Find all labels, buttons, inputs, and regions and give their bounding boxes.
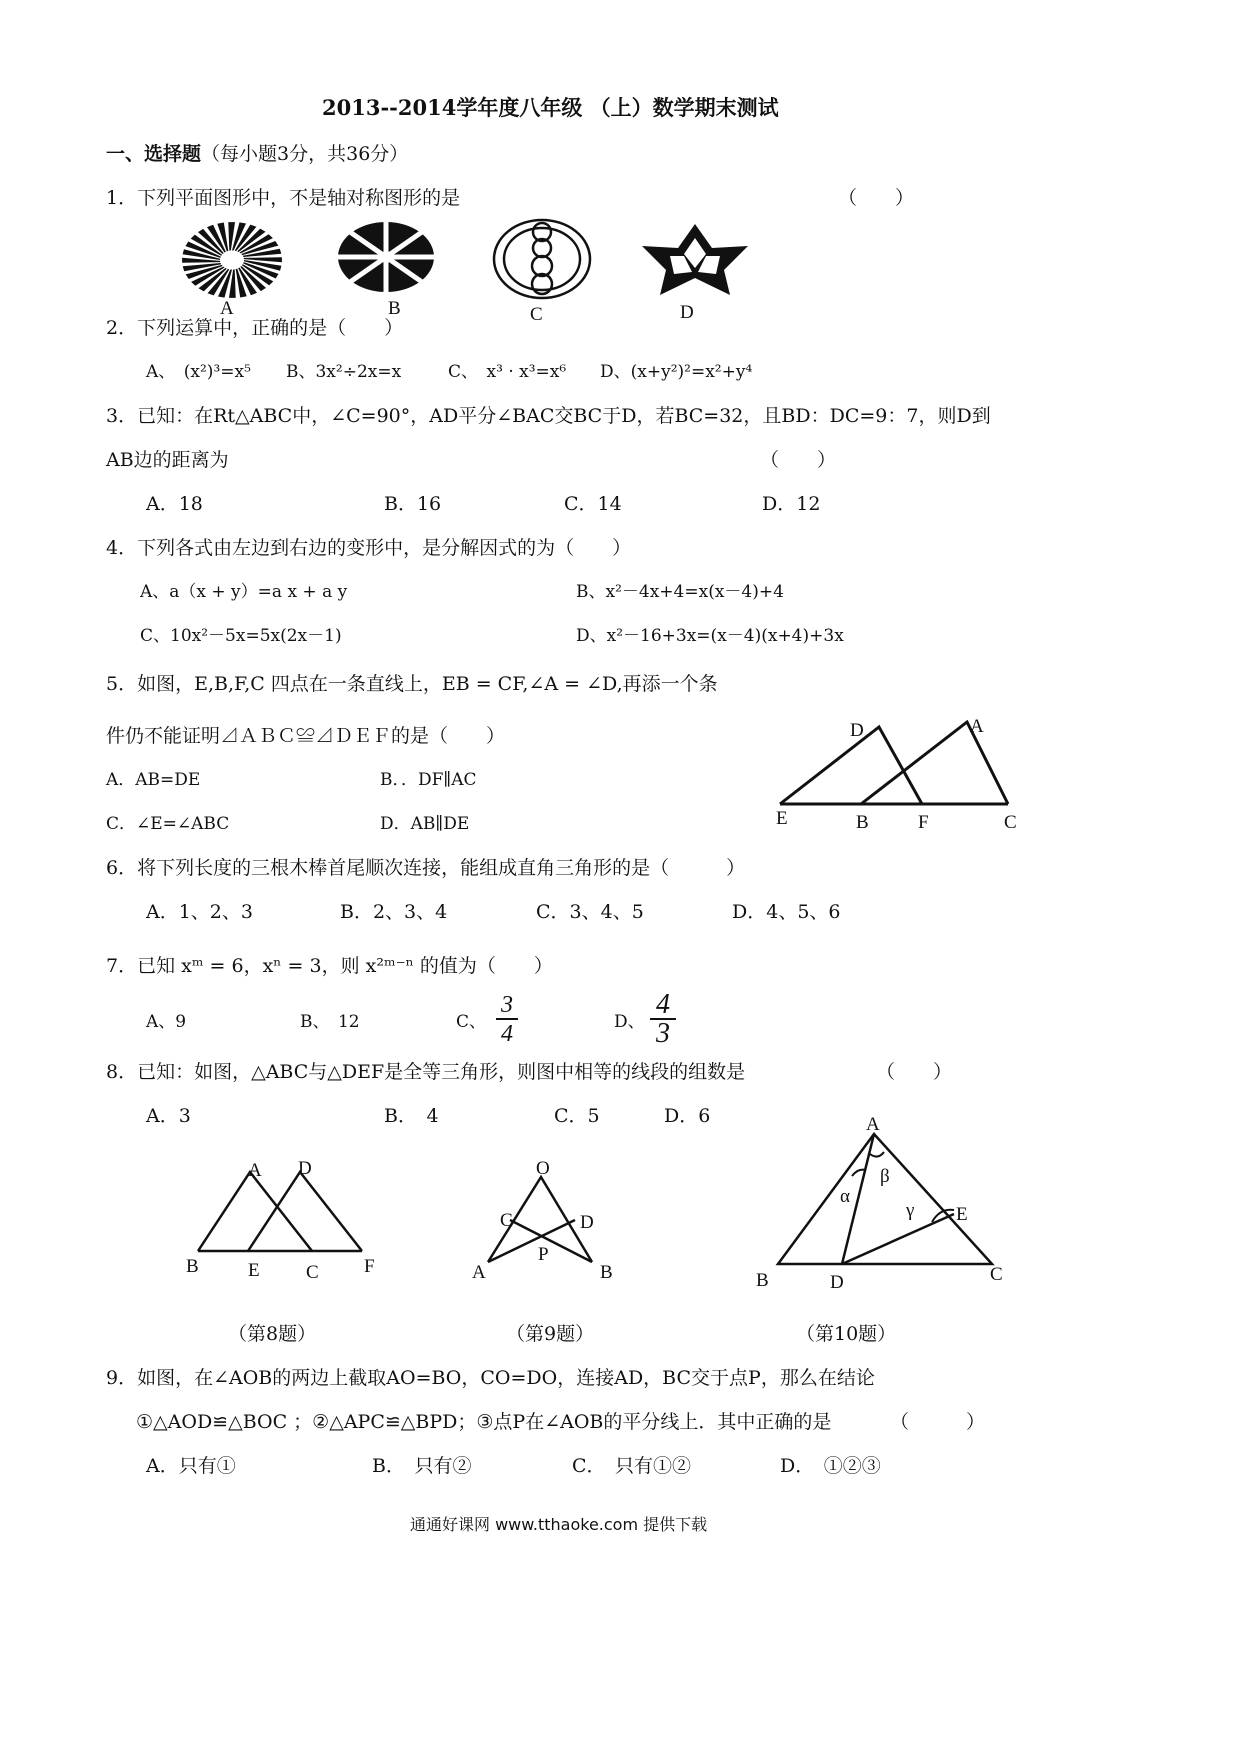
question-8-text: 8．已知：如图，△ABC与△DEF是全等三角形，则图中相等的线段的组数是 xyxy=(106,1061,746,1083)
q10-label-b: B xyxy=(756,1270,769,1291)
starburst-figure-b xyxy=(336,220,436,295)
question-3-option-c: C．14 xyxy=(564,493,622,515)
q10-label-d: D xyxy=(830,1272,844,1293)
question-3-option-b: B．16 xyxy=(384,493,442,515)
figure-10-caption: （第10题） xyxy=(796,1323,897,1345)
question-6-option-b: B．2、3、4 xyxy=(340,901,448,923)
question-5-text-line2: 件仍不能证明⊿ＡＢＣ≌⊿ＤＥＦ的是（ ） xyxy=(106,725,506,747)
question-7-text: 7．已知 xᵐ = 6，xⁿ = 3，则 x²ᵐ⁻ⁿ 的值为（ ） xyxy=(106,955,553,977)
q8-label-c: C xyxy=(306,1262,319,1283)
question-6-option-a: A．1、2、3 xyxy=(146,901,253,923)
question-4-option-c: C、10x²－5x=5x(2x－1) xyxy=(140,626,342,646)
question-8-option-b: B． 4 xyxy=(384,1105,439,1127)
q8-label-b: B xyxy=(186,1256,199,1277)
q10-label-beta: β xyxy=(880,1166,890,1187)
question-1-blank: （ ） xyxy=(838,187,915,209)
question-2-option-c: C、 x³ · x³=x⁶ xyxy=(448,362,567,382)
question-6-text: 6．将下列长度的三根木棒首尾顺次连接，能组成直角三角形的是（ ） xyxy=(106,857,746,879)
question-3-blank: （ ） xyxy=(760,449,837,471)
question-9-option-c: C． 只有①② xyxy=(572,1455,692,1477)
question-9-blank: （ ） xyxy=(890,1411,986,1433)
q5-label-d: D xyxy=(850,720,864,741)
question-9-option-a: A．只有① xyxy=(146,1455,236,1477)
question-5-text: 5．如图，E,B,F,C 四点在一条直线上，EB = CF,∠A = ∠D,再添一个条 xyxy=(106,673,718,695)
question-6-option-d: D．4、5、6 xyxy=(732,901,841,923)
question-7-option-c: C、 xyxy=(456,1012,487,1032)
q8-label-e: E xyxy=(248,1260,260,1281)
question-10-figure xyxy=(770,1124,1000,1274)
fraction-c-numerator: 3 xyxy=(496,992,518,1020)
question-8-option-c: C．5 xyxy=(554,1105,600,1127)
section-heading xyxy=(106,142,408,166)
q10-label-a: A xyxy=(866,1114,880,1135)
question-8-option-a: A．3 xyxy=(146,1105,191,1127)
question-2-option-a: A、 (x²)³=x⁵ xyxy=(146,362,251,382)
question-7-fraction-c xyxy=(496,992,518,1048)
q9-label-d: D xyxy=(580,1212,594,1233)
question-5-option-a: A．AB=DE xyxy=(106,770,201,790)
star-figure-d xyxy=(640,222,750,297)
q9-label-o: O xyxy=(536,1158,550,1179)
q10-label-alpha: α xyxy=(840,1186,850,1207)
figure-label-b: B xyxy=(388,298,401,319)
q9-label-p: P xyxy=(538,1244,549,1265)
q5-label-b: B xyxy=(856,812,869,833)
sunburst-figure-a xyxy=(180,220,285,300)
figure-9-caption: （第9题） xyxy=(506,1323,595,1345)
question-3-text-line2: AB边的距离为 xyxy=(106,449,229,471)
q10-label-gamma: γ xyxy=(906,1200,915,1221)
q9-label-c: C xyxy=(500,1210,513,1231)
q5-label-f: F xyxy=(918,812,929,833)
question-3-option-a: A．18 xyxy=(146,493,203,515)
fraction-c-denominator: 4 xyxy=(501,1021,513,1047)
q5-label-c: C xyxy=(1004,812,1017,833)
question-3-option-d: D．12 xyxy=(762,493,821,515)
page-footer: 通通好课网 www.tthaoke.com 提供下载 xyxy=(410,1515,708,1534)
question-9-text: 9．如图，在∠AOB的两边上截取AO=BO，CO=DO，连接AD，BC交于点P，那么在结论 xyxy=(106,1367,875,1389)
q8-label-a: A xyxy=(248,1160,262,1181)
q9-label-a: A xyxy=(472,1262,486,1283)
question-1-text: 1．下列平面图形中，不是轴对称图形的是 xyxy=(106,187,461,209)
q8-label-d: D xyxy=(298,1158,312,1179)
section-title: 一、选择题 xyxy=(106,143,202,165)
q8-label-f: F xyxy=(364,1256,375,1277)
q9-label-b: B xyxy=(600,1262,613,1283)
question-4-option-a: A、a（x + y）=a x + a y xyxy=(140,582,348,602)
question-3-text: 3．已知：在Rt△ABC中，∠C=90°，AD平分∠BAC交BC于D，若BC=32，且BD：DC=9：7，则D到 xyxy=(106,405,991,427)
question-2-option-b: B、3x²÷2x=x xyxy=(286,362,402,382)
figure-label-a: A xyxy=(220,298,234,319)
fraction-d-numerator: 4 xyxy=(650,992,676,1020)
q10-label-e: E xyxy=(956,1204,968,1225)
question-8-option-d: D．6 xyxy=(664,1105,711,1127)
question-4-text: 4．下列各式由左边到右边的变形中，是分解因式的为（ ） xyxy=(106,537,632,559)
question-5-option-d: D．AB∥DE xyxy=(380,814,470,834)
question-9-option-b: B． 只有② xyxy=(372,1455,472,1477)
question-2-text: 2．下列运算中，正确的是（ ） xyxy=(106,317,404,339)
question-4-option-b: B、x²－4x+4=x(x－4)+4 xyxy=(576,582,784,602)
section-note: （每小题3分，共36分） xyxy=(201,143,409,165)
q10-label-c: C xyxy=(990,1264,1003,1285)
question-7-option-b: B、 12 xyxy=(300,1012,360,1032)
question-7-option-a: A、9 xyxy=(146,1012,187,1032)
figure-label-d: D xyxy=(680,302,694,323)
question-8-blank: （ ） xyxy=(876,1061,953,1083)
question-5-option-b: B．．DF∥AC xyxy=(380,770,477,790)
fraction-d-denominator: 3 xyxy=(656,1018,670,1049)
question-7-option-d: D、 xyxy=(614,1012,645,1032)
question-9-option-d: D． ①②③ xyxy=(780,1455,881,1477)
question-6-option-c: C．3、4、5 xyxy=(536,901,644,923)
q5-label-a: A xyxy=(970,716,984,737)
question-5-figure xyxy=(770,715,1030,835)
circles-figure-c xyxy=(492,218,592,300)
figure-label-c: C xyxy=(530,304,543,325)
page-title: 2013--2014学年度八年级 （上）数学期末测试 xyxy=(322,95,779,120)
question-7-fraction-d xyxy=(650,989,676,1049)
q5-label-e: E xyxy=(776,808,788,829)
question-2-option-d: D、(x+y²)²=x²+y⁴ xyxy=(600,362,753,382)
question-8-figure xyxy=(190,1160,370,1260)
question-5-option-c: C．∠E=∠ABC xyxy=(106,814,230,834)
question-9-text-line2: ①△AOD≌△BOC ；②△APC≌△BPD；③点P在∠AOB的平分线上．其中正确的是 xyxy=(136,1411,832,1433)
figure-8-caption: （第8题） xyxy=(228,1323,317,1345)
question-4-option-d: D、x²－16+3x=(x－4)(x+4)+3x xyxy=(576,626,844,646)
